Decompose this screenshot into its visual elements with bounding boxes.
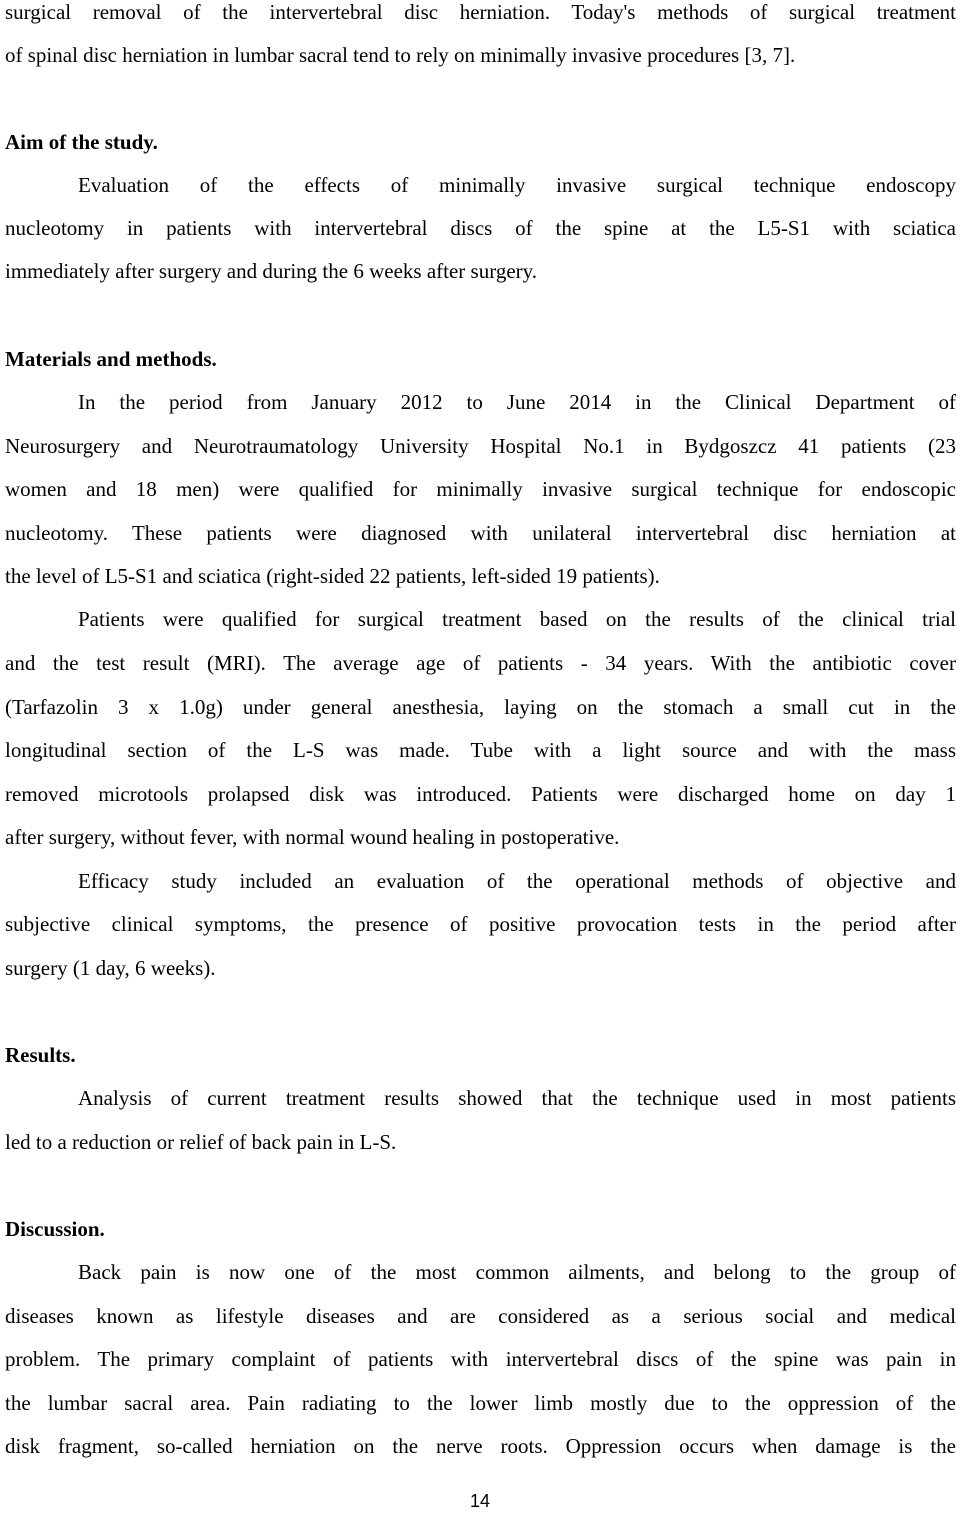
discussion-line: problem. The primary complaint of patients with intervertebral discs of the spine was pain in: [5, 1347, 956, 1371]
methods-line: subjective clinical symptoms, the presence of positive provocation tests in the period after: [5, 912, 956, 936]
section-heading-aim: Aim of the study.: [5, 130, 158, 154]
methods-line: Neurosurgery and Neurotraumatology University Hospital No.1 in Bydgoszcz 41 patients (23: [5, 434, 956, 458]
methods-line: In the period from January 2012 to June 2014 in the Clinical Department of: [78, 390, 956, 414]
methods-line: the level of L5-S1 and sciatica (right-sided 22 patients, left-sided 19 patients).: [5, 564, 660, 588]
discussion-line: Back pain is now one of the most common ailments, and belong to the group of: [78, 1260, 956, 1284]
methods-line: Efficacy study included an evaluation of the operational methods of objective and: [78, 869, 956, 893]
discussion-line: disk fragment, so-called herniation on the nerve roots. Oppression occurs when damage is the: [5, 1434, 956, 1458]
methods-line: Patients were qualified for surgical treatment based on the results of the clinical trial: [78, 607, 956, 631]
methods-line: women and 18 men) were qualified for minimally invasive surgical technique for endoscopic: [5, 477, 956, 501]
intro-line: surgical removal of the intervertebral disc herniation. Today's methods of surgical treatment: [5, 0, 956, 24]
aim-line: immediately after surgery and during the 6 weeks after surgery.: [5, 259, 538, 283]
intro-line: of spinal disc herniation in lumbar sacral tend to rely on minimally invasive procedures [3, 7].: [5, 43, 796, 67]
aim-line: Evaluation of the effects of minimally invasive surgical technique endoscopy: [78, 173, 956, 197]
section-heading-results: Results.: [5, 1043, 76, 1067]
methods-line: after surgery, without fever, with normal wound healing in postoperative.: [5, 825, 620, 849]
methods-line: nucleotomy. These patients were diagnosed with unilateral intervertebral disc herniation at: [5, 521, 956, 545]
results-line: led to a reduction or relief of back pain in L-S.: [5, 1130, 397, 1154]
methods-line: longitudinal section of the L-S was made. Tube with a light source and with the mass: [5, 738, 956, 762]
results-line: Analysis of current treatment results showed that the technique used in most patients: [78, 1086, 956, 1110]
section-heading-methods: Materials and methods.: [5, 347, 217, 371]
methods-line: removed microtools prolapsed disk was introduced. Patients were discharged home on day 1: [5, 782, 956, 806]
section-heading-discussion: Discussion.: [5, 1217, 105, 1241]
page-number: 14: [469, 1491, 491, 1511]
discussion-line: diseases known as lifestyle diseases and are considered as a serious social and medical: [5, 1304, 956, 1328]
aim-line: nucleotomy in patients with intervertebral discs of the spine at the L5-S1 with sciatica: [5, 216, 956, 240]
methods-line: (Tarfazolin 3 x 1.0g) under general anesthesia, laying on the stomach a small cut in the: [5, 695, 956, 719]
discussion-line: the lumbar sacral area. Pain radiating to the lower limb mostly due to the oppression of the: [5, 1391, 956, 1415]
methods-line: surgery (1 day, 6 weeks).: [5, 956, 216, 980]
methods-line: and the test result (MRI). The average age of patients - 34 years. With the antibiotic cover: [5, 651, 956, 675]
